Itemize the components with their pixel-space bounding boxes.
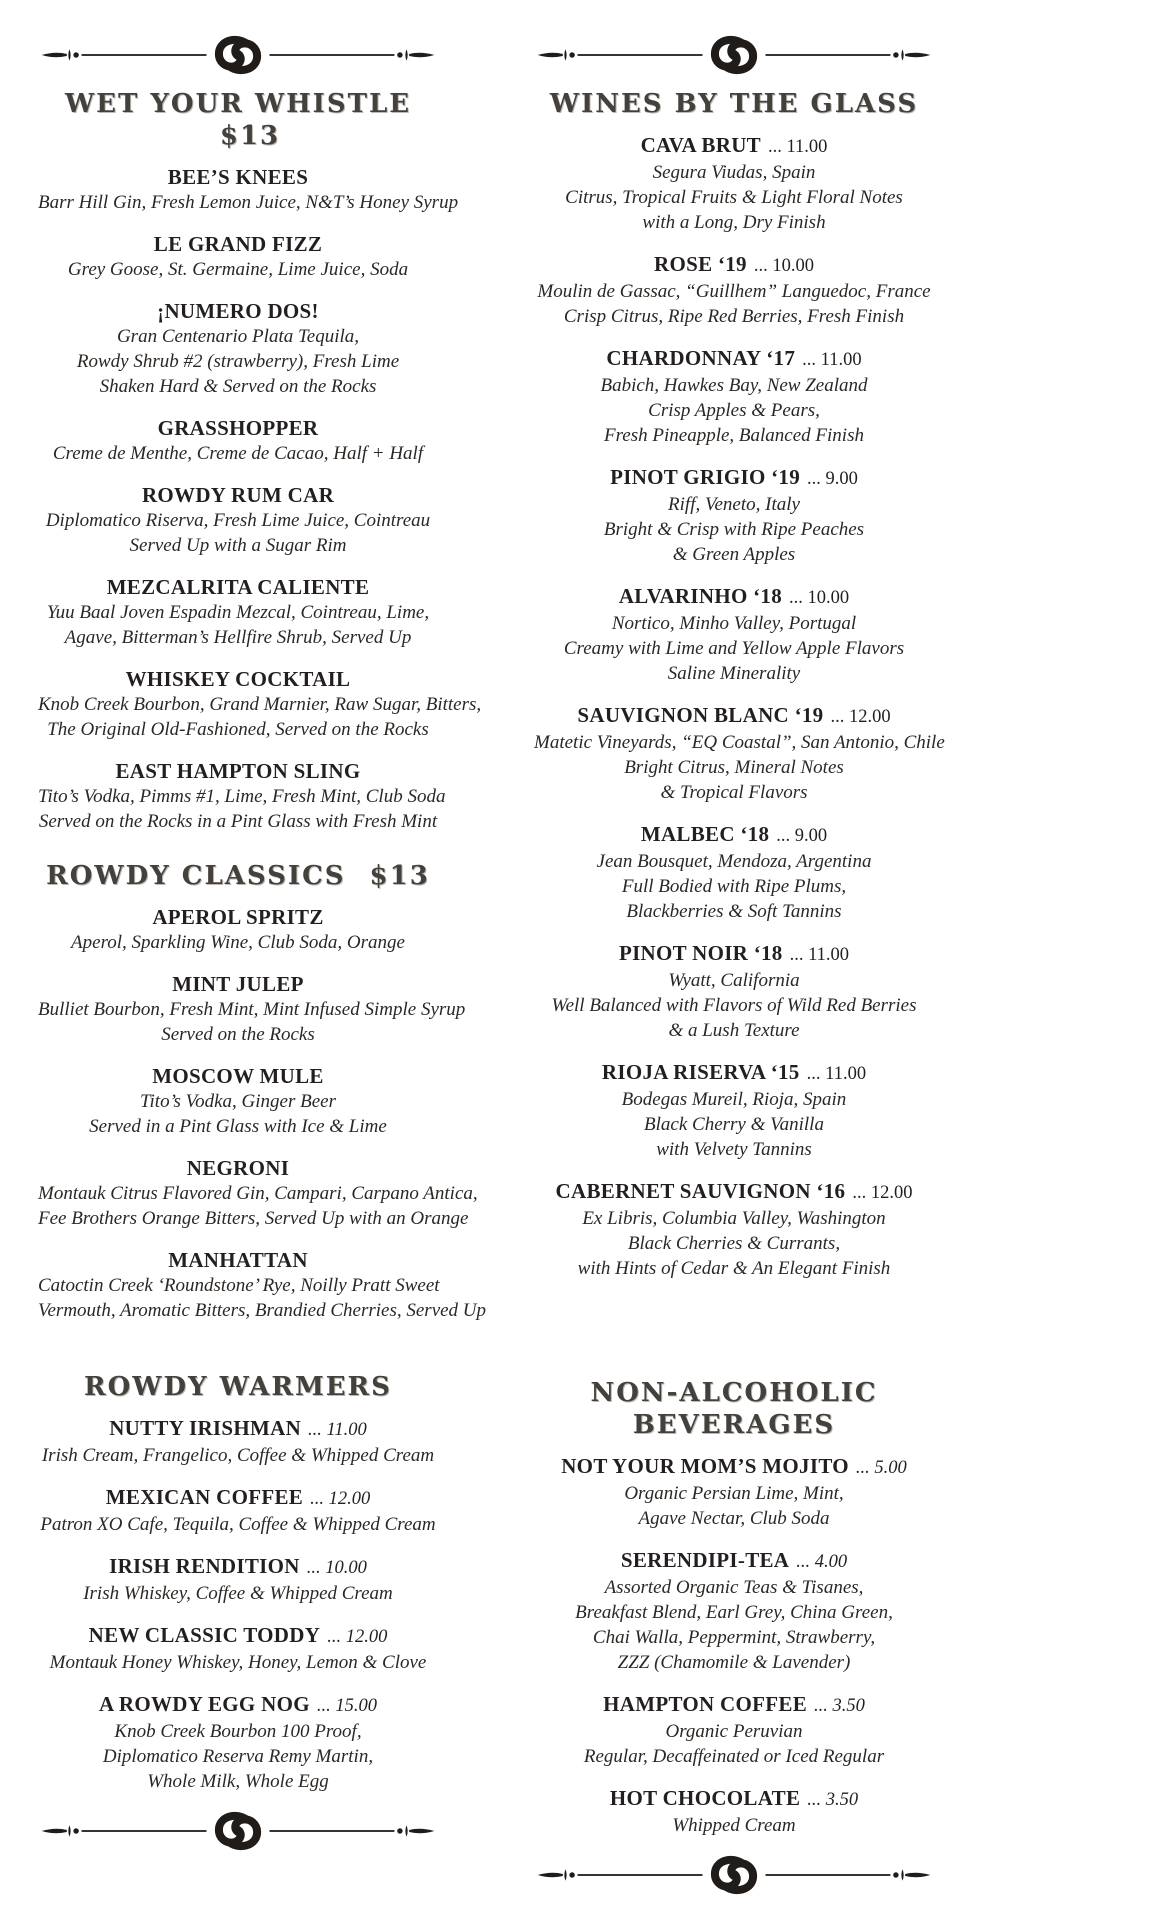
item-desc-line: Whipped Cream xyxy=(672,1815,796,1836)
item-name: NOT YOUR MOM’S MOJITO ... 5.00 xyxy=(561,1454,907,1478)
menu-section-wines-by-the-glass xyxy=(534,88,945,1281)
item-price: ... 10.00 xyxy=(789,588,850,608)
scroll-icon xyxy=(715,1860,753,1890)
item-desc-line: Served on the Rocks xyxy=(161,1024,315,1045)
item-desc-line: Knob Creek Bourbon, Grand Marnier, Raw Sugar, Bitters, xyxy=(38,694,482,715)
scroll-icon xyxy=(219,40,257,70)
item-desc-line: Irish Whiskey, Coffee & Whipped Cream xyxy=(83,1583,393,1604)
item-price: ... 12.00 xyxy=(852,1183,913,1203)
item-price: ... 9.00 xyxy=(776,826,828,846)
item-desc-line: Full Bodied with Ripe Plums, xyxy=(621,876,847,897)
section-title: WINES BY THE GLASS xyxy=(549,89,919,119)
menu-item xyxy=(38,666,482,742)
item-desc-line: Jean Bousquet, Mendoza, Argentina xyxy=(596,851,872,872)
item-name: PINOT GRIGIO ‘19 ... 9.00 xyxy=(610,465,858,489)
item-desc-line: Fresh Pineapple, Balanced Finish xyxy=(604,425,864,446)
menu-item xyxy=(534,464,934,567)
item-desc-line: Tito’s Vodka, Ginger Beer xyxy=(140,1091,336,1112)
menu-item xyxy=(534,1691,934,1769)
item-desc-line: & Tropical Flavors xyxy=(660,782,808,803)
item-desc-line: Served Up with a Sugar Rim xyxy=(129,535,347,556)
item-desc-line: Assorted Organic Teas & Tisanes, xyxy=(604,1577,864,1598)
item-desc-line: Montauk Honey Whiskey, Honey, Lemon & Clove xyxy=(49,1652,427,1673)
menu-item xyxy=(534,132,934,235)
divider-ornament-svg xyxy=(534,34,934,76)
menu-item xyxy=(534,1547,934,1675)
item-price: ... 15.00 xyxy=(316,1696,377,1716)
item-desc-line: Crisp Citrus, Ripe Red Berries, Fresh Finish xyxy=(563,306,905,327)
item-desc-line: Whole Milk, Whole Egg xyxy=(147,1771,329,1792)
item-name: ALVARINHO ‘18 ... 10.00 xyxy=(618,584,850,608)
item-desc-line: Irish Cream, Frangelico, Coffee & Whipped Cream xyxy=(41,1445,435,1466)
item-name: MEZCALRITA CALIENTE xyxy=(106,575,370,599)
item-price: ... 3.50 xyxy=(807,1790,859,1810)
divider-ornament-svg xyxy=(38,1810,438,1852)
item-name: CHARDONNAY ‘17 ... 11.00 xyxy=(606,346,862,370)
section-title: WET YOUR WHISTLE$13 xyxy=(64,89,412,151)
item-desc-line: Bright & Crisp with Ripe Peaches xyxy=(603,519,865,540)
item-desc-line: Creme de Menthe, Creme de Cacao, Half + Half xyxy=(52,443,424,464)
scroll-icon xyxy=(715,40,753,70)
item-desc-line: ZZZ (Chamomile & Lavender) xyxy=(617,1652,851,1673)
menu-item xyxy=(38,574,438,650)
item-name: EAST HAMPTON SLING xyxy=(115,759,361,783)
item-desc-line: with Velvety Tannins xyxy=(656,1139,812,1160)
menu-item xyxy=(38,1484,438,1537)
divider-ornament-svg xyxy=(38,34,438,76)
item-name: RIOJA RISERVA ‘15 ... 11.00 xyxy=(601,1060,867,1084)
item-desc-line: Barr Hill Gin, Fresh Lemon Juice, N&T’s Honey Syrup xyxy=(38,192,459,213)
item-desc-line: with Hints of Cedar & An Elegant Finish xyxy=(577,1258,891,1279)
item-name: CAVA BRUT ... 11.00 xyxy=(640,133,828,157)
item-price: ... 3.50 xyxy=(814,1696,865,1716)
item-price: ... 5.00 xyxy=(855,1458,907,1478)
divider-line xyxy=(578,1874,703,1876)
menu-item xyxy=(534,1059,934,1162)
item-desc-line: Bright Citrus, Mineral Notes xyxy=(624,757,844,778)
divider-ornament-svg xyxy=(534,1854,934,1896)
item-desc-line: The Original Old-Fashioned, Served on the Rocks xyxy=(47,719,429,740)
menu-item xyxy=(38,298,438,399)
menu-item xyxy=(38,482,438,558)
arrow-left-icon xyxy=(42,49,79,61)
divider-line xyxy=(766,1874,891,1876)
menu-item xyxy=(534,251,934,329)
menu-item xyxy=(38,415,438,466)
item-price: ... 11.00 xyxy=(802,350,862,370)
item-desc-line: Segura Viudas, Spain xyxy=(652,162,816,183)
menu-section-wet-your-whistle xyxy=(38,88,482,834)
item-desc-line: Tito’s Vodka, Pimms #1, Lime, Fresh Mint, Club Soda xyxy=(38,786,446,807)
scroll-icon xyxy=(219,1816,257,1846)
item-name: ¡NUMERO DOS! xyxy=(157,299,319,323)
arrow-left-icon xyxy=(538,49,575,61)
menu-column-right xyxy=(534,30,945,1902)
item-price: ... 12.00 xyxy=(830,707,891,727)
item-name: NEW CLASSIC TODDY ... 12.00 xyxy=(88,1623,388,1647)
section-title: NON-ALCOHOLIC BEVERAGES xyxy=(590,1378,878,1440)
item-desc-line: & a Lush Texture xyxy=(668,1020,800,1041)
menu-item xyxy=(38,1691,438,1794)
item-name: HAMPTON COFFEE ... 3.50 xyxy=(603,1692,865,1716)
item-desc-line: Served in a Pint Glass with Ice & Lime xyxy=(89,1116,387,1137)
item-price: ... 9.00 xyxy=(807,469,858,489)
item-price: ... 10.00 xyxy=(306,1558,367,1578)
item-desc-line: Diplomatico Riserva, Fresh Lime Juice, Cointreau xyxy=(45,510,431,531)
menu-item xyxy=(38,1063,438,1139)
item-name: APEROL SPRITZ xyxy=(152,905,324,929)
menu-item xyxy=(38,904,438,955)
divider-ornament xyxy=(38,34,438,76)
item-price: ... 12.00 xyxy=(310,1489,371,1509)
item-name: MOSCOW MULE xyxy=(152,1064,324,1088)
item-desc-line: Patron XO Cafe, Tequila, Coffee & Whipped Cream xyxy=(40,1514,436,1535)
item-name: A ROWDY EGG NOG ... 15.00 xyxy=(99,1692,377,1716)
item-name: GRASSHOPPER xyxy=(157,416,319,440)
item-desc-line: Matetic Vineyards, “EQ Coastal”, San Antonio, Chile xyxy=(534,732,945,753)
menu-item xyxy=(534,345,934,448)
item-desc-line: Shaken Hard & Served on the Rocks xyxy=(99,376,377,397)
item-name: NEGRONI xyxy=(186,1156,290,1180)
arrow-right-icon xyxy=(893,1869,930,1881)
menu-item xyxy=(38,1247,487,1323)
menu-item xyxy=(38,1155,478,1231)
item-name: IRISH RENDITION ... 10.00 xyxy=(109,1554,367,1578)
divider-line xyxy=(270,1830,395,1832)
item-name: SAUVIGNON BLANC ‘19 ... 12.00 xyxy=(577,703,891,727)
item-name: LE GRAND FIZZ xyxy=(153,232,323,256)
divider-line xyxy=(578,54,703,56)
item-desc-line: Rowdy Shrub #2 (strawberry), Fresh Lime xyxy=(76,351,400,372)
item-desc-line: & Green Apples xyxy=(672,544,796,565)
item-name: SERENDIPI-TEA ... 4.00 xyxy=(620,1548,848,1572)
item-desc-line: Aperol, Sparkling Wine, Club Soda, Orange xyxy=(71,932,405,953)
menu-item xyxy=(534,1178,934,1281)
section-title: ROWDY WARMERS xyxy=(84,1372,392,1402)
divider-line xyxy=(82,1830,207,1832)
item-price: ... 11.00 xyxy=(789,945,850,965)
item-desc-line: Agave, Bitterman’s Hellfire Shrub, Served Up xyxy=(64,627,412,648)
item-desc-line: Montauk Citrus Flavored Gin, Campari, Carpano Antica, xyxy=(38,1183,478,1204)
item-name: ROSE ‘19 ... 10.00 xyxy=(654,252,814,276)
arrow-left-icon xyxy=(42,1825,79,1837)
menu-item xyxy=(38,971,466,1047)
menu-item xyxy=(38,758,446,834)
arrow-right-icon xyxy=(397,49,434,61)
item-desc-line: Saline Minerality xyxy=(667,663,801,684)
menu-item xyxy=(38,164,459,215)
item-price: ... 4.00 xyxy=(796,1552,848,1572)
item-desc-line: Citrus, Tropical Fruits & Light Floral Notes xyxy=(565,187,903,208)
item-desc-line: Diplomatico Reserva Remy Martin, xyxy=(102,1746,374,1767)
item-desc-line: Served on the Rocks in a Pint Glass with Fresh Mint xyxy=(38,811,438,832)
item-desc-line: Agave Nectar, Club Soda xyxy=(638,1508,830,1529)
section-price: $13 xyxy=(369,861,430,891)
item-desc-line: Gran Centenario Plata Tequila, xyxy=(116,326,360,347)
item-desc-line: Ex Libris, Columbia Valley, Washington xyxy=(582,1208,886,1229)
item-desc-line: Organic Persian Lime, Mint, xyxy=(624,1483,844,1504)
menu-item xyxy=(38,1553,438,1606)
item-name: CABERNET SAUVIGNON ‘16 ... 12.00 xyxy=(555,1179,913,1203)
divider-ornament xyxy=(534,1854,934,1896)
item-desc-line: Wyatt, California xyxy=(668,970,800,991)
item-name: MEXICAN COFFEE ... 12.00 xyxy=(105,1485,371,1509)
divider-ornament xyxy=(38,1810,438,1852)
divider-line xyxy=(82,54,207,56)
menu-item xyxy=(534,821,934,924)
item-desc-line: Black Cherries & Currants, xyxy=(627,1233,841,1254)
item-desc-line: Well Balanced with Flavors of Wild Red Berries xyxy=(551,995,917,1016)
item-desc-line: Blackberries & Soft Tannins xyxy=(626,901,842,922)
item-desc-line: Organic Peruvian xyxy=(665,1721,803,1742)
item-desc-line: Riff, Veneto, Italy xyxy=(668,494,800,515)
menu-item xyxy=(534,940,934,1043)
item-price: ... 12.00 xyxy=(327,1627,388,1647)
menu-item xyxy=(38,1415,438,1468)
section-title: ROWDY CLASSICS $13 xyxy=(46,861,430,891)
item-desc-line: Breakfast Blend, Earl Grey, China Green, xyxy=(575,1602,893,1623)
item-desc-line: with a Long, Dry Finish xyxy=(642,212,826,233)
section-price: $13 xyxy=(219,121,281,151)
item-price: ... 11.00 xyxy=(806,1064,867,1084)
item-price: ... 11.00 xyxy=(308,1420,367,1440)
item-desc-line: Babich, Hawkes Bay, New Zealand xyxy=(600,375,868,396)
item-desc-line: Vermouth, Aromatic Bitters, Brandied Cherries, Served Up xyxy=(38,1300,487,1321)
item-desc-line: Fee Brothers Orange Bitters, Served Up with an Orange xyxy=(38,1208,469,1229)
item-desc-line: Black Cherry & Vanilla xyxy=(644,1114,824,1135)
item-name: MINT JULEP xyxy=(172,972,304,996)
item-name: BEE’S KNEES xyxy=(167,165,309,189)
item-name: NUTTY IRISHMAN ... 11.00 xyxy=(109,1416,367,1440)
item-name: HOT CHOCOLATE ... 3.50 xyxy=(609,1786,859,1810)
menu-item xyxy=(534,702,945,805)
menu-section-rowdy-classics xyxy=(38,860,487,1323)
arrow-right-icon xyxy=(397,1825,434,1837)
item-desc-line: Yuu Baal Joven Espadin Mezcal, Cointreau, Lime, xyxy=(46,602,430,623)
menu-column-left xyxy=(38,30,487,1902)
menu-section-rowdy-warmers xyxy=(38,1371,438,1794)
item-price: ... 11.00 xyxy=(767,137,828,157)
item-name: PINOT NOIR ‘18 ... 11.00 xyxy=(618,941,850,965)
arrow-left-icon xyxy=(538,1869,575,1881)
item-name: WHISKEY COCKTAIL xyxy=(125,667,351,691)
item-desc-line: Knob Creek Bourbon 100 Proof, xyxy=(114,1721,362,1742)
item-desc-line: Bodegas Mureil, Rioja, Spain xyxy=(621,1089,847,1110)
menu-item xyxy=(534,1785,934,1838)
menu-item xyxy=(38,231,438,282)
menu-section-non-alcoholic xyxy=(534,1377,934,1838)
divider-line xyxy=(766,54,891,56)
divider-line xyxy=(270,54,395,56)
item-price: ... 10.00 xyxy=(753,256,814,276)
item-name: MALBEC ‘18 ... 9.00 xyxy=(640,822,828,846)
item-desc-line: Bulliet Bourbon, Fresh Mint, Mint Infused Simple Syrup xyxy=(38,999,466,1020)
menu-item xyxy=(38,1622,438,1675)
divider-ornament xyxy=(534,34,934,76)
item-desc-line: Moulin de Gassac, “Guillhem” Languedoc, France xyxy=(537,281,931,302)
arrow-right-icon xyxy=(893,49,930,61)
item-desc-line: Regular, Decaffeinated or Iced Regular xyxy=(583,1746,885,1767)
item-desc-line: Chai Walla, Peppermint, Strawberry, xyxy=(592,1627,876,1648)
menu-item xyxy=(534,1453,934,1531)
item-name: MANHATTAN xyxy=(168,1248,308,1272)
menu-item xyxy=(534,583,934,686)
item-desc-line: Nortico, Minho Valley, Portugal xyxy=(611,613,857,634)
item-desc-line: Crisp Apples & Pears, xyxy=(648,400,820,421)
item-desc-line: Creamy with Lime and Yellow Apple Flavors xyxy=(563,638,905,659)
item-name: ROWDY RUM CAR xyxy=(141,483,335,507)
item-desc-line: Catoctin Creek ‘Roundstone’ Rye, Noilly Pratt Sweet xyxy=(38,1275,440,1296)
item-desc-line: Grey Goose, St. Germaine, Lime Juice, Soda xyxy=(67,259,409,280)
